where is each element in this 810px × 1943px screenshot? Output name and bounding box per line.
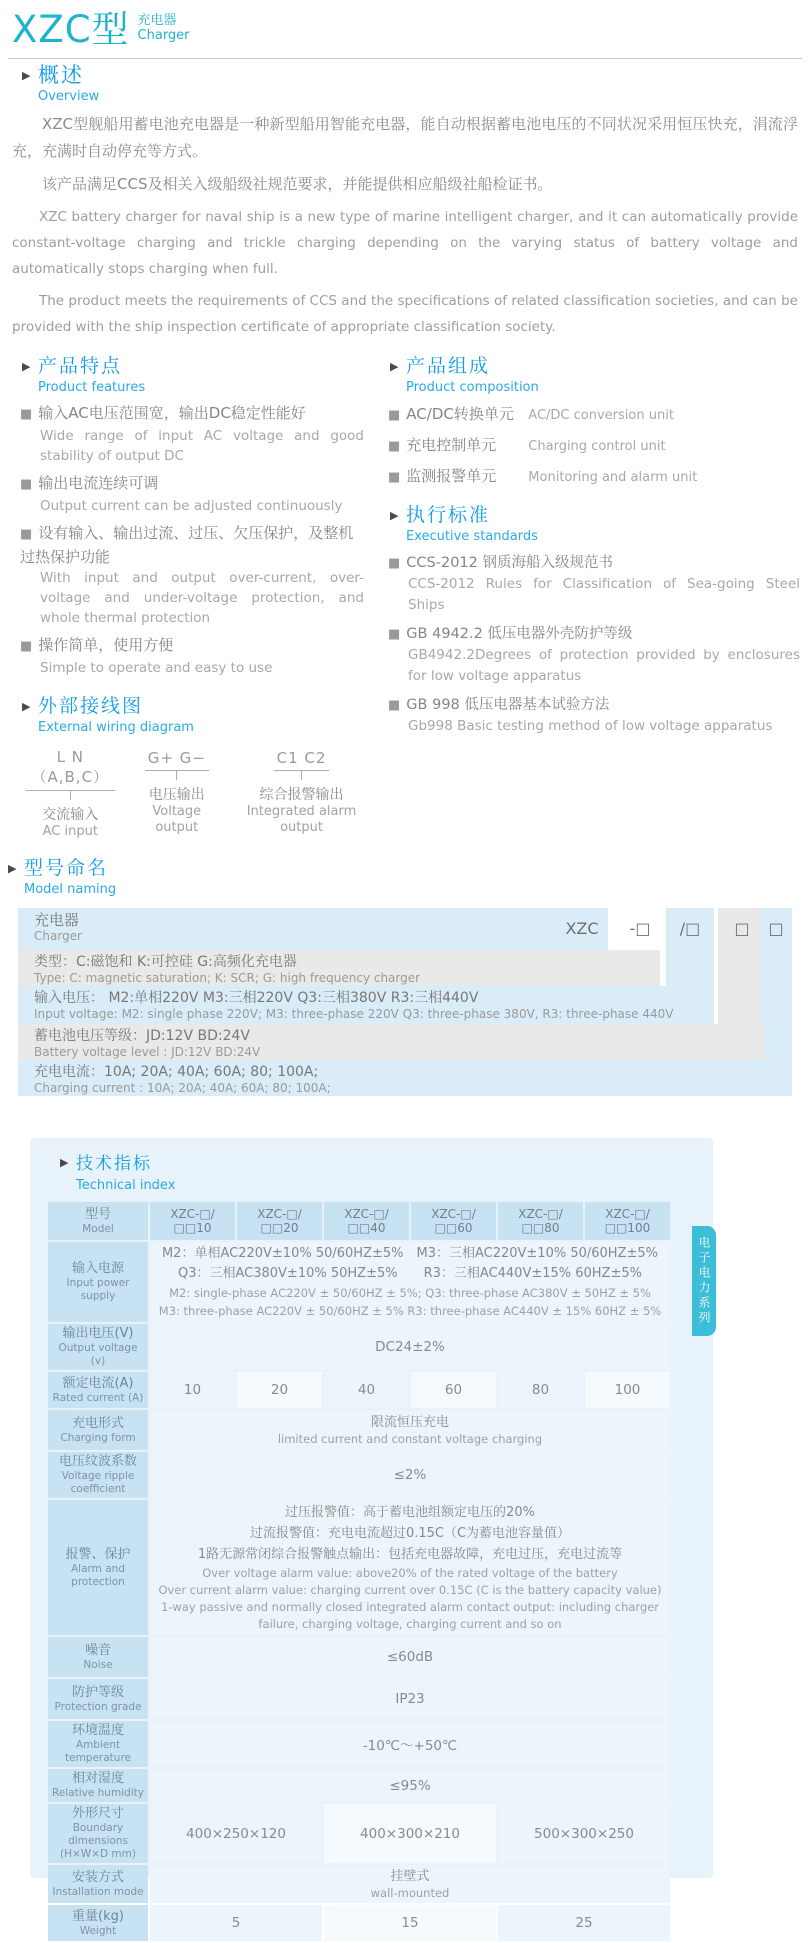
feature-cn: 设有输入、输出过流、过压、欠压保护，及整机过热保护功能 [20, 524, 354, 566]
composition-item [388, 403, 800, 427]
overview-paragraph-cn-2: 该产品满足CCS及相关入级船级社规范要求，并能提供相应船级社船检证书。 [42, 175, 553, 193]
ripple-value: ≤2% [150, 1452, 670, 1498]
naming-row-charging-current [18, 1060, 792, 1096]
composition-cn: 充电控制单元 [406, 436, 497, 454]
relative-humidity-value: ≤95% [150, 1769, 670, 1802]
terminal-label-cn: 综合报警输出 [259, 787, 344, 803]
bullet-icon: ■ [388, 698, 401, 713]
rated-current-value: 80 [498, 1372, 583, 1408]
features-heading [12, 354, 364, 396]
feature-en: With input and output over-current, over-voltage and under-voltage protection, and whole thermal protection [40, 570, 364, 626]
composition-en: Monitoring and alarm unit [528, 470, 698, 485]
protection-grade-value: IP23 [150, 1679, 670, 1719]
table-row-noise [48, 1637, 670, 1677]
naming-row-product [18, 908, 608, 950]
terminal-label-en: Voltage output [152, 804, 202, 835]
technical-index-table [46, 1200, 672, 1943]
terminal-group-alarm-output [239, 748, 364, 840]
terminal-connector-line [301, 771, 302, 780]
rated-current-value: 10 [150, 1372, 235, 1408]
overview-paragraph-cn-1: XZC型舰船用蓄电池充电器是一种新型船用智能充电器，能自动根据蓄电池电压的不同状况采用恒压快充，涓流浮充，充满时自动停充等方式。 [12, 115, 798, 160]
dimensions-value: 400×250×120 [150, 1804, 322, 1863]
feature-cn: 操作简单，使用方便 [38, 636, 174, 654]
weight-value: 25 [498, 1905, 670, 1941]
bullet-icon: ■ [388, 556, 401, 571]
bullet-icon: ■ [388, 470, 401, 485]
rated-current-value: 60 [411, 1372, 496, 1408]
section-arrow-icon: ▶ [8, 862, 17, 875]
model-naming-table [18, 908, 792, 1096]
naming-heading [0, 856, 810, 898]
left-column [12, 354, 364, 840]
section-arrow-icon: ▶ [22, 700, 31, 713]
standard-item [388, 624, 800, 687]
standard-cn: GB 4942.2 低压电器外壳防护等级 [406, 626, 633, 642]
product-title-en: Charger [137, 28, 190, 43]
bullet-icon: ■ [388, 439, 401, 454]
naming-row-en: Charging current : 10A; 20A; 40A; 60A; 80; 100A; [34, 1081, 331, 1095]
standards-heading-en: Executive standards [406, 529, 538, 544]
weight-value: 15 [324, 1905, 496, 1941]
feature-item [20, 522, 364, 628]
alarm-protection-cell: 过压报警值：高于蓄电池组额定电压的20% 过流报警值：充电电流超过0.15C（C为蓄电池容量值） 1路无源常闭综合报警触点输出：包括充电器故障，充电过压，充电过流等 Over voltage alarm value: above20% of the rated voltage of the battery Over current alarm value: charging current over 0.15C (C is the battery capacity value) 1-way passive and normally closed integrated alarm contact output: including charger failure, charging voltage, charging current and so on [150, 1500, 670, 1635]
standard-en: CCS-2012 Rules for Classification of Sea-going Steel Ships [408, 576, 800, 613]
bullet-icon: ■ [20, 477, 33, 492]
table-row-model [48, 1202, 670, 1240]
product-series-title: XZC型 [12, 8, 130, 51]
composition-item [388, 465, 800, 489]
tech-heading-en: Technical index [76, 1178, 176, 1193]
naming-row-en: Input voltage: M2: single phase 220V; M3: three-phase 220V Q3: three-phase 380V, R3: three-phase 440V [34, 1007, 674, 1021]
naming-row-cn: 类型：C:磁饱和 K:可控硅 G:高频化充电器 [34, 954, 297, 970]
model-col: XZC-□/□□100 [585, 1202, 670, 1240]
input-power-cell: M2：单相AC220V±10% 50/60HZ±5% M3：三相AC220V±10% 50/60HZ±5% Q3：三相AC380V±10% 50HZ±5% R3：三相AC440V±15% 60HZ±5% M2: single-phase AC220V ± 50/60HZ ± 5%; Q3: three-phase AC380V ± 50HZ ± 5% M3: three-phase AC220V ± 50/60HZ ± 5% R3: three-phase AC440V ± 15% 60HZ ± 5% [150, 1242, 670, 1322]
composition-heading-en: Product composition [406, 380, 539, 395]
row-label: 防护等级 Protection grade [48, 1679, 148, 1719]
right-column [380, 354, 800, 840]
rated-current-value: 20 [237, 1372, 322, 1408]
product-title-sub [138, 10, 190, 43]
standards-heading-cn: 执行标准 [406, 504, 491, 526]
naming-product-en: Charger [34, 929, 82, 943]
technical-index-panel [30, 1138, 713, 1937]
bullet-icon: ■ [20, 527, 33, 542]
row-label: 环境温度 Ambient temperature [48, 1721, 148, 1767]
row-label: 外形尺寸 Boundary dimensions (H×W×D mm) [48, 1804, 148, 1863]
row-label: 输入电源 Input power supply [48, 1242, 148, 1322]
naming-row-battery-level [18, 1024, 764, 1060]
standard-en: GB4942.2Degrees of protection provided by enclosures for low voltage apparatus [408, 647, 800, 684]
table-row-protection-grade [48, 1679, 670, 1719]
feature-cn: 输出电流连续可调 [38, 474, 159, 492]
terminal-pins: C1 C2 [274, 749, 330, 771]
naming-product-cn: 充电器 [34, 911, 80, 929]
page-header [0, 0, 810, 50]
bullet-icon: ■ [388, 408, 401, 423]
naming-row-cn: 输入电压： M2:单相220V M3:三相220V Q3:三相380V R3:三相440V [34, 990, 479, 1006]
model-col: XZC-□/□□20 [237, 1202, 322, 1240]
ambient-temperature-value: -10℃～+50℃ [150, 1721, 670, 1767]
rated-current-value: 40 [324, 1372, 409, 1408]
features-heading-en: Product features [38, 380, 146, 395]
feature-item [20, 402, 364, 466]
bullet-icon: ■ [388, 627, 401, 642]
table-row-relative-humidity [48, 1769, 670, 1802]
features-heading-cn: 产品特点 [38, 355, 123, 377]
model-placeholder: □ [768, 919, 784, 938]
wiring-heading-en: External wiring diagram [38, 720, 194, 735]
terminal-group-ac-input [26, 748, 115, 840]
feature-item [20, 634, 364, 678]
weight-value: 5 [150, 1905, 322, 1941]
terminal-pins: L N（A,B,C） [26, 748, 115, 791]
rated-current-value: 100 [585, 1372, 670, 1408]
feature-en: Output current can be adjusted continuously [40, 498, 343, 514]
feature-cn: 输入AC电压范围宽，输出DC稳定性能好 [38, 404, 306, 422]
row-label: 电压纹波系数 Voltage ripple coefficient [48, 1452, 148, 1498]
composition-heading-cn: 产品组成 [406, 355, 491, 377]
row-label: 输出电压(V) Output voltage (v) [48, 1324, 148, 1370]
terminal-label-en: Integrated alarm output [246, 804, 357, 835]
table-row-alarm [48, 1500, 670, 1635]
feature-en: Wide range of input AC voltage and good stability of output DC [40, 428, 364, 464]
charging-form-cell: 限流恒压充电 limited current and constant voltage charging [150, 1410, 670, 1450]
model-col: XZC-□/□□80 [498, 1202, 583, 1240]
row-label: 额定电流(A) Rated current (A) [48, 1372, 148, 1408]
table-row-weight [48, 1905, 670, 1941]
wiring-heading-cn: 外部接线图 [38, 695, 144, 717]
composition-item [388, 434, 800, 458]
table-row-rated-current [48, 1372, 670, 1408]
overview-section [0, 59, 810, 340]
naming-row-cn: 蓄电池电压等级：JD:12V BD:24V [34, 1028, 250, 1044]
terminal-label-cn: 交流输入 [42, 807, 99, 823]
row-label: 安装方式 Installation mode [48, 1865, 148, 1903]
overview-heading [12, 63, 798, 105]
terminal-pins: G+ G− [145, 749, 209, 771]
dimensions-value: 400×300×210 [324, 1804, 496, 1863]
tech-heading [30, 1152, 713, 1194]
terminal-label-en: AC input [42, 824, 98, 839]
standard-en: Gb998 Basic testing method of low voltage apparatus [408, 718, 773, 734]
model-placeholder: -□ [629, 919, 651, 938]
standard-item [388, 553, 800, 616]
section-arrow-icon: ▶ [60, 1156, 69, 1169]
row-label: 相对湿度 Relative humidity [48, 1769, 148, 1802]
dimensions-value: 500×300×250 [498, 1804, 670, 1863]
section-arrow-icon: ▶ [22, 69, 31, 82]
table-row-dimensions [48, 1804, 670, 1863]
model-col: XZC-□/□□60 [411, 1202, 496, 1240]
section-arrow-icon: ▶ [390, 360, 399, 373]
bullet-icon: ■ [20, 639, 33, 654]
model-col: XZC-□/□□10 [150, 1202, 235, 1240]
terminal-connector-line [176, 771, 177, 780]
product-title-cn: 充电器 [137, 13, 177, 28]
section-arrow-icon: ▶ [390, 509, 399, 522]
terminal-group-voltage-output [139, 748, 215, 840]
noise-value: ≤60dB [150, 1637, 670, 1677]
model-placeholder: □ [734, 919, 750, 938]
naming-row-type [18, 950, 660, 986]
composition-cn: AC/DC转换单元 [406, 405, 514, 423]
model-col: XZC-□/□□40 [324, 1202, 409, 1240]
section-arrow-icon: ▶ [22, 360, 31, 373]
wiring-diagram [26, 748, 364, 840]
row-label: 报警、保护 Alarm and protection [48, 1500, 148, 1635]
terminal-connector-line [70, 791, 71, 800]
model-code: XZC [565, 919, 599, 938]
table-row-ambient-temperature [48, 1721, 670, 1767]
row-label: 充电形式 Charging form [48, 1410, 148, 1450]
table-row-ripple [48, 1452, 670, 1498]
table-row-input-power [48, 1242, 670, 1322]
naming-row-en: Battery voltage level : JD:12V BD:24V [34, 1045, 261, 1059]
naming-row-input-voltage [18, 986, 712, 1024]
standard-cn: CCS-2012 钢质海船入级规范书 [406, 555, 613, 571]
two-column-area [0, 340, 810, 840]
composition-en: AC/DC conversion unit [528, 408, 674, 423]
tech-heading-cn: 技术指标 [76, 1154, 152, 1174]
composition-cn: 监测报警单元 [406, 467, 497, 485]
composition-heading [380, 354, 800, 396]
standard-item [388, 695, 800, 737]
installation-cell: 挂壁式 wall-mounted [150, 1865, 670, 1903]
composition-en: Charging control unit [528, 439, 666, 454]
overview-heading-cn: 概述 [38, 63, 84, 87]
overview-heading-en: Overview [38, 89, 100, 104]
standards-heading [380, 503, 800, 545]
standard-cn: GB 998 低压电器基本试验方法 [406, 697, 610, 713]
row-label: 型号 Model [48, 1202, 148, 1240]
bullet-icon: ■ [20, 407, 33, 422]
feature-item [20, 472, 364, 516]
overview-paragraph-en-2: The product meets the requirements of CCS and the specifications of related classification societies, and can be provided with the ship inspection certificate of appropriate classification society. [12, 293, 798, 335]
terminal-label-cn: 电压输出 [148, 787, 205, 803]
overview-paragraph-en-1: XZC battery charger for naval ship is a new type of marine intelligent charger, and it can automatically provide constant-voltage charging and trickle charging depending on the varying status of battery voltage and automatically stops charging when full. [12, 209, 798, 277]
feature-en: Simple to operate and easy to use [40, 660, 273, 676]
row-label: 噪音 Noise [48, 1637, 148, 1677]
naming-row-cn: 充电电流：10A; 20A; 40A; 60A; 80; 100A; [34, 1064, 319, 1080]
naming-heading-en: Model naming [24, 882, 117, 897]
naming-row-en: Type: C: magnetic saturation; K: SCR; G: high frequency charger [34, 971, 421, 985]
series-side-tab: 电子电力系列 [692, 1226, 716, 1336]
naming-heading-cn: 型号命名 [24, 857, 109, 879]
table-row-charging-form [48, 1410, 670, 1450]
table-row-installation [48, 1865, 670, 1903]
wiring-heading [12, 694, 364, 736]
table-row-output-voltage [48, 1324, 670, 1370]
output-voltage-value: DC24±2% [150, 1324, 670, 1370]
row-label: 重量(kg) Weight [48, 1905, 148, 1941]
model-placeholder: /□ [679, 919, 701, 938]
